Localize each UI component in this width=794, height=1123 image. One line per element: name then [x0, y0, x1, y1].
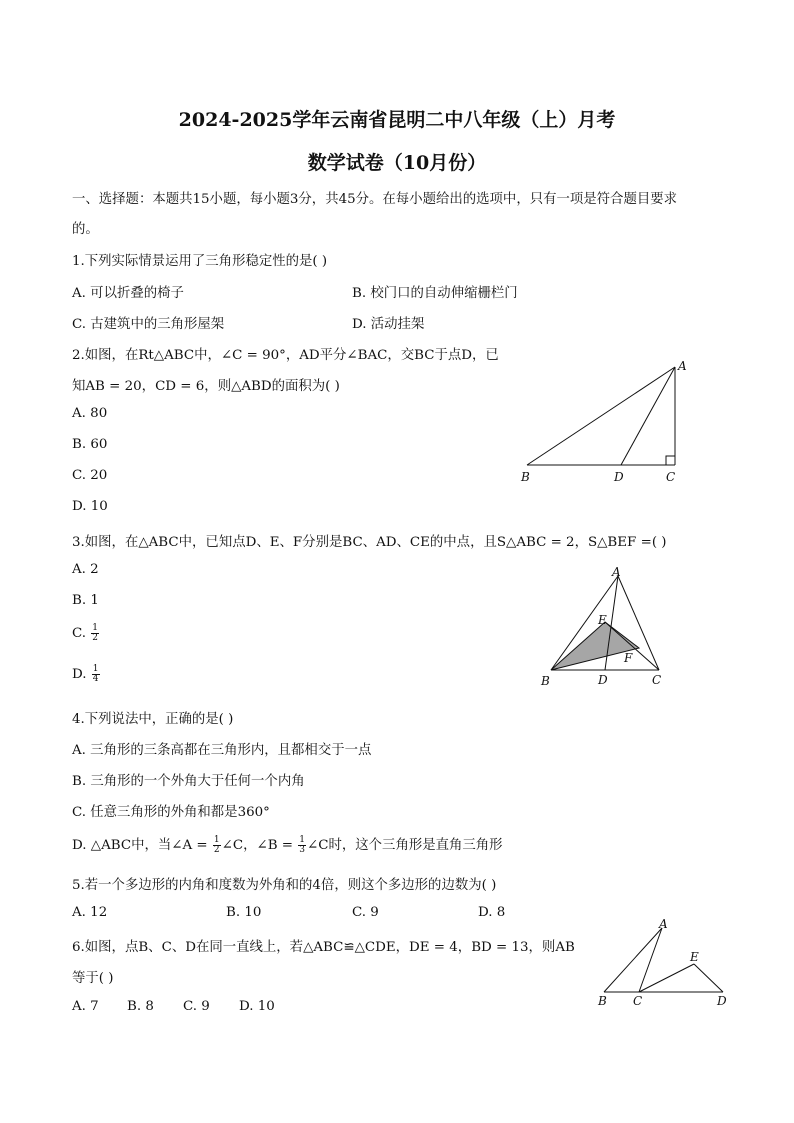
label-d: D	[717, 994, 727, 1008]
denominator: 3	[299, 845, 306, 855]
question-6-option-a: A. 7	[72, 999, 99, 1014]
question-3-option-d-letter: D.	[72, 667, 87, 682]
fraction	[213, 836, 221, 855]
numerator: 1	[299, 835, 306, 845]
label-b: B	[521, 470, 530, 484]
segment-ba	[604, 928, 662, 992]
option-d-text-1: D. △ABC中，当∠A =	[72, 838, 208, 853]
label-c: C	[666, 470, 676, 484]
question-5-option-b: B. 10	[226, 905, 262, 920]
question-6-option-c: C. 9	[183, 999, 210, 1014]
question-6-figure	[590, 912, 738, 1012]
question-6-option-d: D. 10	[239, 999, 275, 1014]
right-angle-mark	[666, 456, 675, 465]
option-d-text-3: ∠C时，这个三角形是直角三角形	[307, 838, 503, 853]
numerator: 1	[92, 623, 99, 633]
option-d-text-2: ∠C，∠B =	[221, 838, 294, 853]
denominator: 2	[213, 845, 220, 855]
question-2-option-d: D. 10	[72, 499, 108, 514]
question-4-option-a: A. 三角形的三条高都在三角形内，且都相交于一点	[72, 743, 372, 758]
question-5-option-a: A. 12	[72, 905, 108, 920]
label-a: A	[612, 565, 621, 579]
question-4-option-d	[72, 834, 503, 855]
segment-ed	[694, 964, 723, 992]
label-a: A	[678, 359, 687, 373]
numerator: 1	[213, 835, 220, 845]
question-1-option-d: D. 活动挂架	[352, 317, 425, 332]
segment-ad	[621, 367, 675, 465]
question-5-stem: 5.若一个多边形的内角和度数为外角和的4倍，则这个多边形的边数为( )	[72, 878, 497, 893]
title-line-1: 2024-2025学年云南省昆明二中八年级（上）月考	[178, 109, 616, 131]
question-6-option-b: B. 8	[127, 999, 154, 1014]
label-a: A	[659, 917, 668, 931]
question-4-option-b: B. 三角形的一个外角大于任何一个内角	[72, 774, 305, 789]
denominator: 2	[92, 633, 99, 643]
label-b: B	[541, 674, 550, 688]
question-6-stem-line-1: 6.如图，点B、C、D在同一直线上，若△ABC≌△CDE，DE = 4，BD = 13，则AB	[72, 940, 575, 955]
fraction	[91, 624, 99, 643]
question-3-figure	[535, 562, 675, 692]
question-3-option-c	[72, 624, 100, 643]
question-2-stem-line-2: 知AB = 20，CD = 6，则△ABD的面积为( )	[72, 379, 340, 394]
question-1-option-a: A. 可以折叠的椅子	[72, 286, 184, 301]
question-2-option-a: A. 80	[72, 406, 108, 421]
question-4-option-c: C. 任意三角形的外角和都是360°	[72, 805, 270, 820]
question-3-stem: 3.如图，在△ABC中，已知点D、E、F分别是BC、AD、CE的中点，且S△ABC = 2，S△BEF =( )	[72, 535, 667, 550]
question-1-option-c: C. 古建筑中的三角形屋架	[72, 317, 225, 332]
label-e: E	[690, 950, 699, 964]
label-c: C	[633, 994, 643, 1008]
question-5-option-d: D. 8	[478, 905, 506, 920]
section-heading-line-1: 一、选择题：本题共15小题，每小题3分，共45分。在每小题给出的选项中，只有一项是符合题目要求	[72, 192, 678, 207]
question-3-option-d	[72, 665, 101, 684]
label-d: D	[598, 673, 608, 687]
label-d: D	[614, 470, 624, 484]
fraction	[92, 665, 100, 684]
segment-ab	[527, 367, 675, 465]
question-2-figure	[510, 355, 700, 490]
title-line-2: 数学试卷（10月份）	[307, 152, 487, 174]
question-4-stem: 4.下列说法中，正确的是( )	[72, 712, 234, 727]
question-2-stem-line-1: 2.如图，在Rt△ABC中，∠C = 90°，AD平分∠BAC，交BC于点D，已	[72, 348, 499, 363]
section-heading-line-2: 的。	[72, 222, 99, 237]
fraction	[298, 836, 306, 855]
question-1-stem: 1.下列实际情景运用了三角形稳定性的是( )	[72, 254, 328, 269]
question-3-option-a: A. 2	[72, 562, 99, 577]
question-3-option-b: B. 1	[72, 593, 99, 608]
question-1-option-b: B. 校门口的自动伸缩栅栏门	[352, 286, 518, 301]
label-f: F	[624, 651, 633, 665]
label-e: E	[598, 613, 607, 627]
label-b: B	[598, 994, 607, 1008]
question-3-option-c-letter: C.	[72, 626, 87, 641]
label-c: C	[652, 673, 662, 687]
question-2-option-c: C. 20	[72, 468, 108, 483]
question-5-option-c: C. 9	[352, 905, 379, 920]
denominator: 4	[92, 674, 99, 684]
question-6-stem-line-2: 等于( )	[72, 971, 114, 986]
numerator: 1	[92, 664, 99, 674]
question-2-option-b: B. 60	[72, 437, 108, 452]
